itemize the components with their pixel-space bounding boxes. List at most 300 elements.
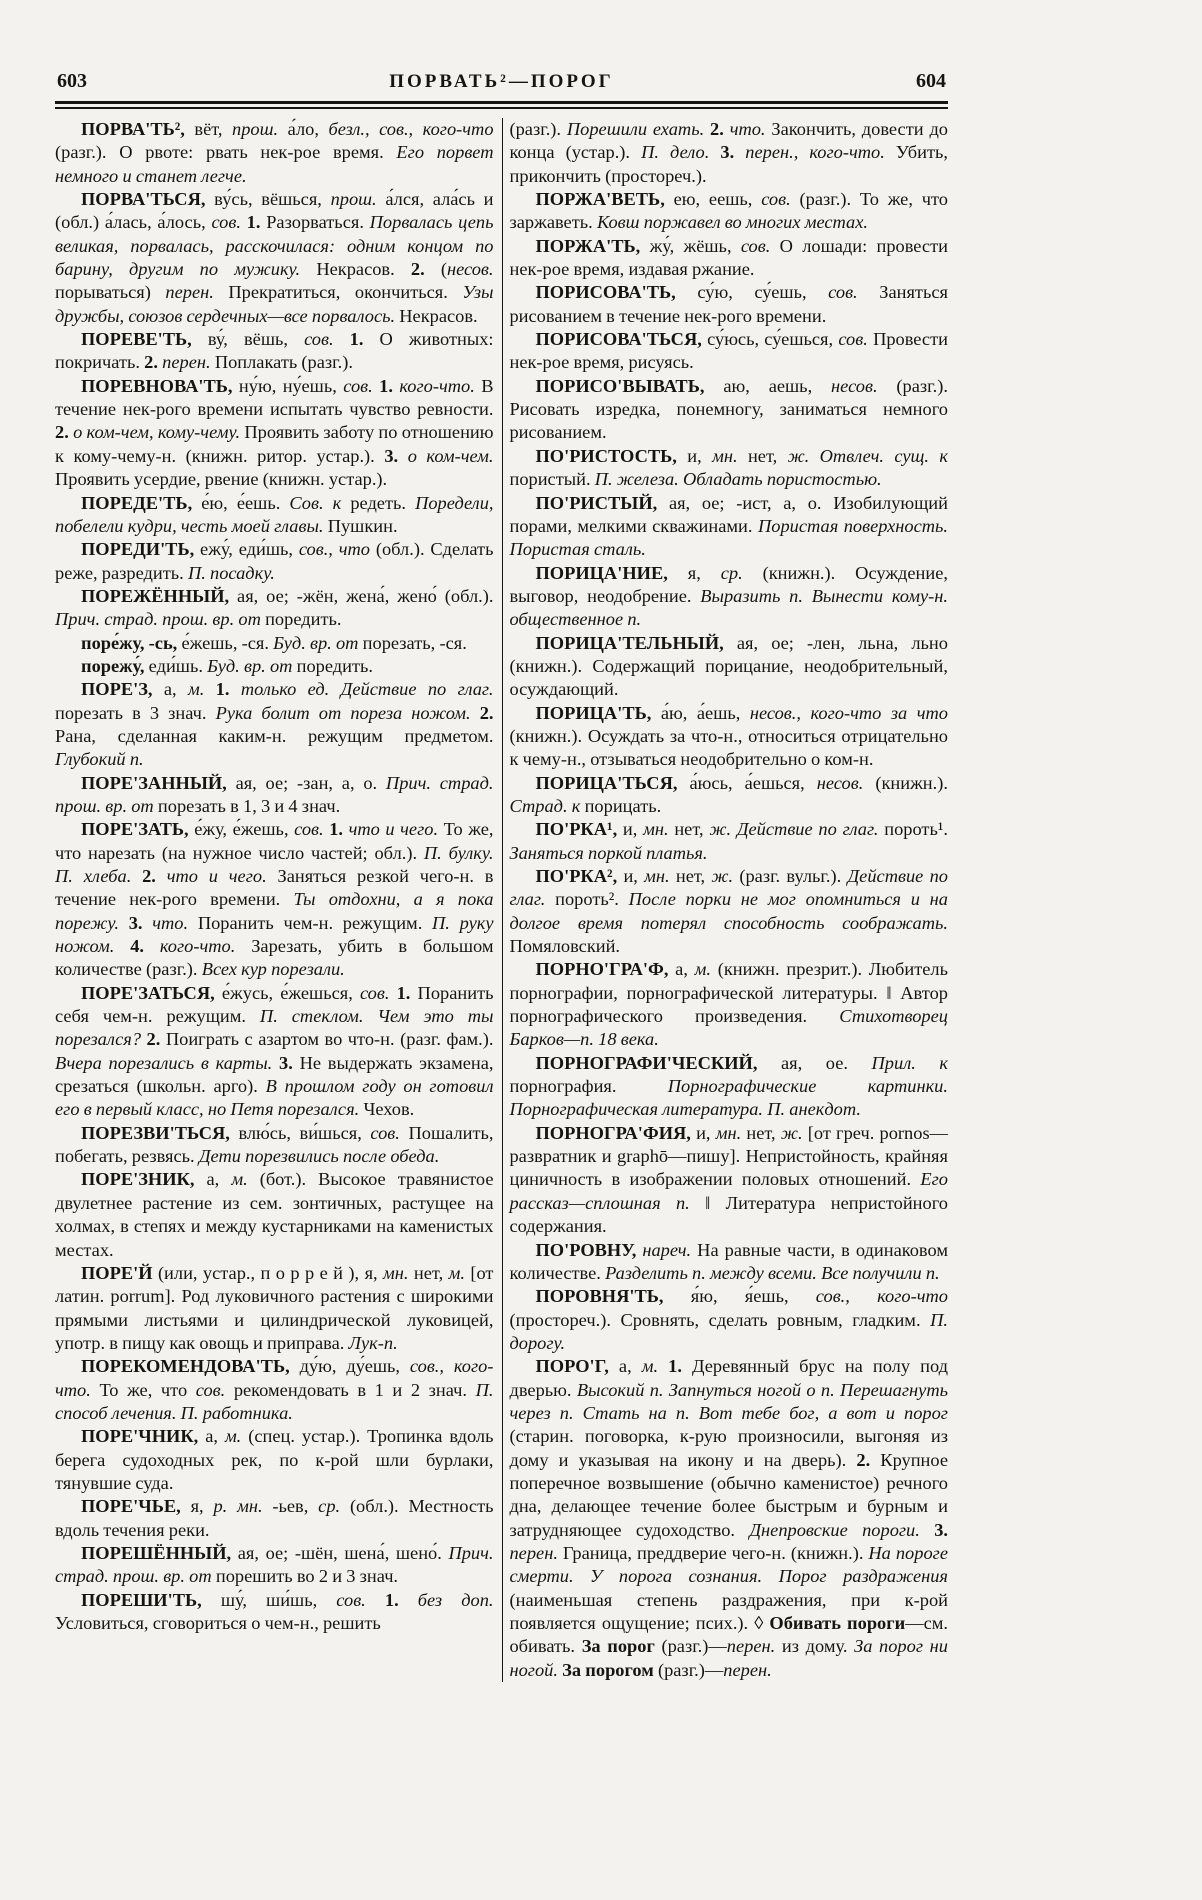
dictionary-entry — [55, 1589, 494, 1636]
dictionary-entry — [509, 1355, 948, 1682]
entry-italic-text: В прошлом году он готовил его в первый класс, но Петя порезался. — [55, 1076, 494, 1120]
dictionary-entry — [55, 328, 494, 375]
dictionary-entry — [55, 375, 494, 492]
dictionary-entry — [55, 818, 494, 981]
entry-bold-text: ПО'РОВНУ, — [535, 1239, 643, 1260]
entry-bold-text: ПО'РКА¹, — [535, 819, 623, 840]
entry-bold-text: ПОРЕ'ЗАТЬСЯ, — [81, 982, 222, 1003]
entry-text: поредить. — [265, 609, 342, 630]
dictionary-entry — [55, 1425, 494, 1495]
entry-text: [от греч. pornos—развратник и graphō—пишу]. Непристойность, крайняя циничность в изображении половых отношений. — [509, 1122, 948, 1190]
entry-text: Проявить усердие, рвение (книжн. устар.). — [55, 469, 388, 490]
entry-text: рекомендовать в 1 и 2 знач. — [233, 1379, 476, 1400]
entry-italic-text: Разделить п. между всеми. Все получили п. — [605, 1262, 940, 1283]
entry-text: е́ю, е́ешь. — [201, 492, 290, 513]
dictionary-entry — [509, 235, 948, 282]
entry-italic-text: сов., кого-что — [815, 1286, 948, 1307]
entry-text: Пушкин. — [327, 515, 398, 536]
entry-text: Поранить себя чем-н. режущим. — [55, 982, 494, 1027]
entry-italic-text: Высокий п. Запнуться ногой о п. Перешагнуть через п. Стать на п. Вот тебе бог, а вот и порог — [509, 1379, 948, 1423]
dictionary-entry — [55, 772, 494, 819]
entry-italic-text: сов., кого-что. — [55, 1356, 494, 1400]
entry-bold-text: ПОРЖА'ТЬ, — [535, 235, 650, 256]
left-column — [55, 118, 494, 1682]
entry-italic-text: Пористая поверхность. Пористая сталь. — [509, 515, 948, 560]
entry-bold-text: 2. — [55, 422, 74, 443]
entry-italic-text: сов. — [336, 1589, 385, 1610]
entry-text: порезать в 1, 3 и 4 знач. — [157, 795, 341, 816]
entry-text: ‖ Литература непристойного содержания. — [509, 1192, 948, 1237]
entry-text: (разг. вульг.). — [739, 866, 848, 886]
entry-italic-text: безл., сов., кого-что — [328, 119, 494, 139]
entry-italic-text: П. дорогу. — [509, 1309, 948, 1353]
entry-text: Заняться резкой чего-н. в течение нек-рого времени. — [55, 866, 494, 910]
entry-text: нет, — [746, 1122, 781, 1143]
entry-bold-text: ПОРЕДИ'ТЬ, — [81, 539, 201, 560]
entry-bold-text: ПОРНОГРАФИ'ЧЕСКИЙ, — [535, 1052, 781, 1073]
entry-text: ая, ое; -шён, шена́, шено́. — [237, 1542, 449, 1563]
dictionary-entry — [509, 958, 948, 1051]
entry-italic-text: м. — [641, 1356, 669, 1377]
entry-text: а, — [618, 1356, 642, 1377]
entry-italic-text: П. железа. Обладать пористостью. — [594, 469, 882, 490]
entry-italic-text: ж. Отвлеч. сущ. к — [787, 445, 949, 466]
entry-bold-text: ПОРНО'ГРА'Ф, — [535, 959, 676, 980]
entry-text: е́жусь, е́жешься, — [221, 982, 360, 1003]
entry-text: (или, устар., п о р р е й ), я, — [157, 1262, 384, 1283]
entry-italic-text: ж. — [780, 1122, 808, 1143]
entry-text: ву́сь, вёшься, — [214, 189, 331, 210]
dictionary-entry — [55, 1542, 494, 1589]
entry-text: и, — [696, 1122, 716, 1143]
entry-italic-text: м. — [694, 959, 718, 980]
entry-italic-text: Его рассказ—сплошная п. — [509, 1169, 948, 1213]
entry-italic-text: мн. — [643, 819, 675, 840]
entry-bold-text: 1. — [329, 819, 349, 840]
entry-text: (бот.). Высокое травянистое двулетнее растение из сем. зонтичных, растущее на холмах, в степях и между кустарниками на каменистых местах. — [55, 1169, 494, 1260]
entry-italic-text: перен. — [162, 352, 215, 373]
entry-text: (обл.). Сделать реже, разредить. — [55, 539, 494, 583]
entry-text: Не выдержать экзамена, срезаться (школьн. арго). — [55, 1052, 494, 1097]
entry-bold-text: ПОРЕДЕ'ТЬ, — [81, 492, 202, 513]
dictionary-entry — [509, 281, 948, 328]
entry-bold-text: ПОРИЦА'ТЬ, — [535, 702, 661, 723]
dictionary-entry — [55, 632, 494, 655]
entry-text: а́лся, ала́сь и (обл.) а́лась, а́лось, — [55, 189, 494, 233]
entry-bold-text: 3. — [128, 912, 153, 933]
entry-text: (книжн.). Осуждение, выговор, неодобрение. — [509, 562, 948, 606]
entry-bold-text: ПО'РИСТОСТЬ, — [535, 445, 688, 466]
entry-bold-text: ПОРЕВЕ'ТЬ, — [81, 329, 208, 350]
entry-text: ду́ю, ду́ешь, — [299, 1356, 410, 1377]
entry-text: а, — [675, 959, 695, 980]
entry-text: Поиграть с азартом во что-н. (разг. фам.). — [165, 1029, 494, 1050]
entry-text: еди́шь. — [148, 655, 208, 676]
entry-text: Зарезать, убить в большом количестве (разг.). — [55, 936, 494, 980]
entry-bold-text: 2. — [144, 352, 163, 373]
page-number-left: 603 — [57, 70, 87, 92]
entry-bold-text: 3. — [934, 1519, 948, 1540]
entry-bold-text: 1. — [215, 679, 241, 700]
entry-text: ая, ое; -жён, жена́, жено́ (обл.). — [237, 585, 494, 606]
entry-text: порешить во 2 и 3 знач. — [215, 1566, 399, 1587]
entry-italic-text: м. — [231, 1169, 260, 1190]
entry-bold-text: 3. — [384, 445, 408, 466]
entry-italic-text: перен. — [723, 1659, 772, 1680]
entry-text: Условиться, сговориться о чем-н., решить — [55, 1613, 381, 1633]
entry-bold-text: За порог — [581, 1636, 662, 1657]
entry-text: (книжн.). — [875, 772, 948, 793]
entry-text: е́жу, е́жешь, — [194, 819, 295, 840]
entry-text: ая, ое; -ист, а, о. Изобилующий порами, мелкими скважинами. — [509, 492, 948, 536]
entry-italic-text: р. мн. — [213, 1496, 273, 1517]
entry-text: е́жешь, -ся. — [181, 632, 274, 653]
dictionary-entry — [509, 1285, 948, 1355]
dictionary-entry — [55, 118, 494, 188]
entry-text: (разг.)— — [657, 1659, 724, 1680]
entry-italic-text: Его порвет немного и станет легче. — [55, 142, 494, 186]
entry-italic-text: мн. — [644, 866, 676, 886]
entry-text: порнография. — [509, 1076, 668, 1097]
entry-italic-text: Вчера порезались в карты. — [55, 1052, 280, 1073]
entry-italic-text: Страд. к — [509, 795, 585, 816]
dictionary-entry — [509, 188, 948, 235]
entry-bold-text: 1. — [349, 329, 380, 350]
entry-italic-text: После порки не мог опомниться и на долгое время потерял способность соображать. — [509, 889, 948, 933]
entry-text: шу́, ши́шь, — [220, 1589, 337, 1610]
entry-text: ая, ое; -зан, а, о. — [235, 772, 386, 793]
entry-text: ая, ое. — [781, 1052, 872, 1073]
entry-italic-text: Буд. вр. от — [207, 655, 297, 676]
entry-italic-text: прош. — [232, 119, 288, 139]
entry-bold-text: ПОРЕКОМЕНДОВА'ТЬ, — [81, 1356, 300, 1377]
entry-italic-text: За порог ни ногой. — [509, 1636, 948, 1680]
entry-text: порываться) — [55, 282, 166, 303]
entry-text: порезать, -ся. — [362, 632, 467, 653]
entry-bold-text: ПОРИСОВА'ТЬСЯ, — [535, 329, 708, 350]
dictionary-entry — [509, 772, 948, 819]
entry-bold-text: ПОРО'Г, — [535, 1356, 619, 1377]
entry-text: Пошалить, побегать, резвясь. — [55, 1122, 494, 1167]
running-head: ПОРВАТЬ²—ПОРОГ — [389, 71, 614, 92]
entry-italic-text: ж. Действие по глаг. — [709, 819, 885, 840]
entry-text: Крупное поперечное возвышение (обычно каменистое) речного дна, делающее течение более быстрым и бурным и затрудняющее судоходство. — [509, 1449, 948, 1540]
entry-italic-text: сов. — [761, 189, 800, 210]
entry-italic-text: нареч. — [642, 1239, 698, 1260]
entry-text: а, — [205, 1426, 225, 1447]
dictionary-entry — [509, 1239, 948, 1286]
entry-bold-text: ПО'РИСТЫЙ, — [535, 492, 669, 513]
dictionary-entry — [509, 1052, 948, 1122]
entry-italic-text: Поредели, побелели кудри, честь моей главы. — [55, 492, 494, 536]
entry-bold-text: 2. — [479, 702, 494, 723]
entry-text: а́ю, а́ешь, — [660, 702, 750, 723]
entry-text: Некрасов. — [316, 259, 411, 280]
entry-italic-text: Действие по глаг. — [509, 866, 948, 910]
entry-bold-text: поре́жу, -сь, — [81, 632, 182, 653]
entry-italic-text: несов., кого-что за что — [749, 702, 948, 723]
entry-text: (наименьшая степень раздражения, при к-рой появляется ощущение; псих.). ◊ — [509, 1589, 948, 1633]
entry-italic-text: о ком-чем, кому-чему. — [73, 422, 245, 443]
page-header — [55, 70, 948, 101]
entry-text: [от латин. porrum]. Род луковичного растения с широкими прямыми листьями и цилиндрической луковицей, употр. в пищу как овощь и приправа. — [55, 1262, 494, 1353]
entry-text: Проявить заботу по отношению к кому-чему-н. (книжн. ритор. устар.). — [55, 422, 494, 466]
entry-italic-text: Рука болит от пореза ножом. — [215, 702, 480, 723]
dictionary-entry — [55, 585, 494, 632]
entry-text: нет, — [747, 445, 788, 466]
entry-text: су́юсь, су́ешься, — [707, 329, 839, 350]
entry-italic-text: сов. — [211, 212, 247, 233]
entry-text: а́юсь, а́ешься, — [689, 772, 817, 793]
entry-text: (разг.). — [509, 119, 567, 139]
entry-bold-text: ПОРИЦА'ТЕЛЬНЫЙ, — [535, 632, 737, 653]
entry-text: Заняться рисованием в течение нек-рого времени. — [509, 282, 948, 326]
entry-italic-text: П. посадку. — [187, 562, 275, 583]
dictionary-entry — [509, 632, 948, 702]
entry-bold-text: ПОРЕЗВИ'ТЬСЯ, — [81, 1122, 239, 1143]
entry-italic-text: ср. — [318, 1496, 350, 1517]
entry-italic-text: П. дело. — [641, 142, 721, 163]
entry-italic-text: прош. — [330, 189, 386, 210]
entry-italic-text: Днепровские пороги. — [749, 1519, 935, 1540]
header-rule — [55, 101, 948, 109]
entry-text: Провести нек-рое время, рисуясь. — [509, 329, 948, 373]
entry-bold-text: ПОРИСОВА'ТЬ, — [535, 282, 698, 303]
entry-text: я, — [190, 1496, 214, 1517]
entry-bold-text: ПО'РКА², — [535, 866, 624, 886]
entry-italic-text: Узы дружбы, союзов сердечных—все порвалось. — [55, 282, 494, 326]
dictionary-entry — [55, 538, 494, 585]
page-number-right: 604 — [915, 70, 946, 92]
entry-bold-text: ПОРВА'ТЬ², — [81, 119, 195, 139]
entry-bold-text: ПОРЖА'ВЕТЬ, — [535, 189, 674, 210]
entry-italic-text: что и чего. — [348, 819, 444, 840]
entry-text: и, — [687, 445, 713, 466]
entry-bold-text: ПОРЕ'Й — [81, 1262, 158, 1283]
entry-text: (разг.). То же, что заржаветь. — [509, 189, 948, 233]
dictionary-entry — [55, 655, 494, 678]
entry-italic-text: сов. — [370, 1122, 409, 1143]
entry-text: порицать. — [584, 795, 662, 816]
entry-italic-text: Ковш поржавел во многих местах. — [596, 212, 868, 233]
entry-text: Помяловский. — [509, 936, 621, 957]
entry-italic-text: сов. — [195, 1379, 234, 1400]
entry-text: влю́сь, ви́шься, — [238, 1122, 371, 1143]
entry-text: порезать в 3 знач. — [55, 702, 216, 723]
dictionary-entry — [55, 1262, 494, 1355]
entry-bold-text: порежу́, — [81, 655, 149, 676]
entry-text: ая, ое; -лен, льна, льно (книжн.). Содержащий порицание, неодобрительный, осуждающий. — [509, 632, 948, 700]
entry-bold-text: ПОРНОГРА'ФИЯ, — [535, 1122, 697, 1143]
dictionary-entry — [55, 678, 494, 771]
right-column — [509, 118, 948, 1682]
entry-italic-text: ж. — [711, 866, 740, 886]
dictionary-entry — [509, 375, 948, 445]
entry-bold-text: ПОРЕЖЁННЫЙ, — [81, 585, 238, 606]
entry-italic-text: что и чего. — [166, 866, 278, 886]
entry-text: (книжн.). Осуждать за что-н., относиться отрицательно к чему-н., отзываться неодобрительно о ком-н. — [509, 725, 948, 770]
entry-italic-text: Порешили ехать. — [566, 119, 711, 139]
entry-text: Некрасов. — [399, 305, 478, 326]
entry-text: Поплакать (разг.). — [214, 352, 353, 373]
entry-italic-text: что. — [729, 119, 772, 139]
entry-text: су́ю, су́ешь, — [697, 282, 829, 303]
entry-text: Чехов. — [363, 1099, 415, 1120]
entry-italic-text: м. — [448, 1262, 471, 1283]
entry-text: нет, — [413, 1262, 449, 1283]
entry-text: О лошади: провести нек-рое время, издавая ржание. — [509, 235, 948, 280]
entry-text: На равные части, в одинаковом количестве. — [509, 1239, 948, 1283]
entry-text: —см. обивать. — [509, 1613, 948, 1657]
entry-italic-text: ср. — [720, 562, 763, 583]
entry-text: пористый. — [509, 469, 595, 490]
entry-text: я, — [687, 562, 721, 583]
entry-text: нет, — [675, 866, 712, 886]
entry-text: (разг.). Рисовать изредка, понемногу, заниматься немного рисованием. — [509, 375, 948, 443]
entry-italic-text: кого-что. — [159, 936, 252, 957]
entry-bold-text: ПОРИЦА'НИЕ, — [535, 562, 688, 583]
entry-text: Убить, прикончить (простореч.). — [509, 142, 948, 186]
entry-italic-text: П. способ лечения. П. работника. — [55, 1379, 494, 1423]
entry-text: Прекратиться, окончиться. — [228, 282, 463, 303]
entry-text: ею, еешь, — [673, 189, 762, 210]
entry-bold-text: 1. — [246, 212, 267, 233]
entry-bold-text: ПОРЕ'ЧНИК, — [81, 1426, 206, 1447]
entry-text: поредить. — [296, 655, 373, 676]
dictionary-entry — [509, 818, 948, 865]
entry-italic-text: мн. — [712, 445, 748, 466]
dictionary-entry — [55, 492, 494, 539]
entry-text: (спец. устар.). Тропинка вдоль берега судоходных рек, по к-рой шли бурлаки, тянувшие суда. — [55, 1426, 494, 1493]
entry-italic-text: что. — [152, 912, 198, 933]
entry-text: В течение нек-рого времени испытать чувство ревности. — [55, 375, 494, 420]
dictionary-entry — [55, 1495, 494, 1542]
dictionary-entry — [509, 562, 948, 632]
entry-bold-text: ПОРИЦА'ТЬСЯ, — [535, 772, 690, 793]
entry-text: То же, что — [99, 1379, 196, 1400]
entry-text: а, — [206, 1169, 232, 1190]
entry-text: я́ю, я́ешь, — [690, 1286, 816, 1307]
dictionary-entry — [509, 118, 948, 188]
entry-text: ежу́, еди́шь, — [200, 539, 299, 560]
dictionary-entry — [509, 865, 948, 958]
entry-italic-text: Заняться поркой платья. — [509, 842, 708, 863]
entry-bold-text: ПОРЕШЁННЫЙ, — [81, 1542, 238, 1563]
entry-italic-text: Глубокий п. — [55, 749, 144, 770]
entry-text: аю, аешь, — [723, 375, 832, 396]
entry-italic-text: сов. — [838, 329, 874, 350]
entry-italic-text: Сов. к — [289, 492, 351, 513]
column-divider — [502, 118, 504, 1682]
entry-italic-text: П. руку ножом. — [55, 912, 494, 957]
entry-text: ву́, вёшь, — [207, 329, 305, 350]
entry-italic-text: сов. — [343, 375, 380, 396]
dictionary-entry — [509, 1122, 948, 1239]
entry-italic-text: сов. — [359, 982, 397, 1003]
entry-bold-text: ПОРЕ'З, — [81, 679, 164, 700]
entry-italic-text: Порвалась цепь великая, порвалась, расскочилася: одним концом по барину, другим по мужику. — [55, 212, 494, 280]
entry-italic-text: Прил. к — [871, 1052, 948, 1073]
entry-italic-text: сов. — [828, 282, 880, 303]
entry-italic-text: мн. — [383, 1262, 414, 1283]
entry-text: вёт, — [194, 119, 233, 139]
entry-italic-text: только ед. Действие по глаг. — [240, 679, 494, 700]
entry-italic-text: Прич. страд. прош. вр. от — [55, 1542, 494, 1587]
entry-italic-text: П. стеклом. Чем это ты порезался? — [55, 1006, 494, 1050]
entry-text: (старин. поговорка, к-рую произносили, выгоняя из дому и указывая на икону и на дверь). — [509, 1426, 948, 1470]
dictionary-entry — [55, 1168, 494, 1261]
entry-text: Деревянный брус на полу под дверью. — [509, 1356, 948, 1400]
entry-italic-text: Дети порезвились после обеда. — [198, 1146, 440, 1167]
dictionary-entry — [55, 982, 494, 1122]
entry-bold-text: Обивать пороги — [769, 1613, 906, 1633]
entry-italic-text: несов. — [831, 375, 897, 396]
entry-text: Рана, сделанная каким-н. режущим предметом. — [55, 725, 494, 746]
entry-italic-text: Буд. вр. от — [273, 632, 363, 653]
entry-bold-text: ПОРВА'ТЬСЯ, — [81, 189, 215, 210]
entry-bold-text: 2. — [146, 1029, 166, 1050]
entry-bold-text: 2. — [142, 866, 167, 886]
entry-italic-text: Лук-п. — [348, 1332, 398, 1353]
entry-italic-text: м. — [224, 1426, 249, 1447]
dictionary-entry — [55, 1122, 494, 1169]
entry-bold-text: ПОРЕ'ЧЬЕ, — [81, 1496, 191, 1517]
entry-italic-text: сов. — [294, 819, 330, 840]
entry-italic-text: перен. — [165, 282, 229, 303]
entry-italic-text: Прич. страд. прош. вр. от — [55, 609, 266, 630]
entry-bold-text: 1. — [379, 375, 400, 396]
entry-italic-text: несов. — [446, 259, 494, 280]
entry-text: а, — [163, 679, 188, 700]
entry-bold-text: 4. — [130, 936, 160, 957]
entry-bold-text: ПОРЕ'ЗАННЫЙ, — [81, 772, 236, 793]
entry-text: нет, — [674, 819, 710, 840]
page-content — [55, 70, 948, 1682]
text-columns — [55, 118, 948, 1682]
entry-italic-text: Всех кур порезали. — [201, 959, 345, 980]
entry-text: и, — [623, 866, 645, 886]
dictionary-entry — [509, 492, 948, 562]
dictionary-entry — [509, 328, 948, 375]
entry-text: (разг.). О рвоте: рвать нек-рое время. — [55, 142, 397, 163]
entry-italic-text: перен., кого-что. — [745, 142, 896, 163]
entry-bold-text: 3. — [720, 142, 746, 163]
entry-text: (разг.)— — [661, 1636, 727, 1657]
entry-text: а́ло, — [287, 119, 329, 139]
entry-text: То же, что нарезать (на нужное число частей; обл.). — [55, 819, 494, 863]
entry-bold-text: ПОРИСО'ВЫВАТЬ, — [535, 375, 724, 396]
entry-text: Поранить чем-н. режущим. — [197, 912, 433, 933]
entry-italic-text: Порнографические картинки. Порнографическая литература. П. анекдот. — [509, 1076, 948, 1120]
entry-bold-text: ПОРЕШИ'ТЬ, — [81, 1589, 221, 1610]
entry-italic-text: Выразить п. Вынести кому-н. общественное п. — [509, 585, 948, 630]
entry-text: -ьев, — [272, 1496, 319, 1517]
entry-text: (книжн. презрит.). Любитель порнографии, порнографической литературы. ‖ Автор порнографического произведения. — [509, 959, 948, 1027]
entry-bold-text: 2. — [710, 119, 730, 139]
entry-italic-text: мн. — [715, 1122, 747, 1143]
entry-text: Граница, преддверие чего-н. (книжн.). — [562, 1542, 869, 1563]
entry-bold-text: 1. — [384, 1589, 418, 1610]
entry-italic-text: Прич. страд. прош. вр. от — [55, 772, 494, 816]
entry-text: (обл.). Местность вдоль течения реки. — [55, 1496, 494, 1540]
entry-text: пороть². — [555, 889, 629, 910]
entry-italic-text: перен. — [509, 1542, 563, 1563]
entry-italic-text: кого-что. — [399, 375, 482, 396]
dictionary-entry — [55, 1355, 494, 1425]
entry-bold-text: 3. — [279, 1052, 300, 1073]
entry-italic-text: без доп. — [417, 1589, 494, 1610]
entry-bold-text: 2. — [856, 1449, 881, 1470]
